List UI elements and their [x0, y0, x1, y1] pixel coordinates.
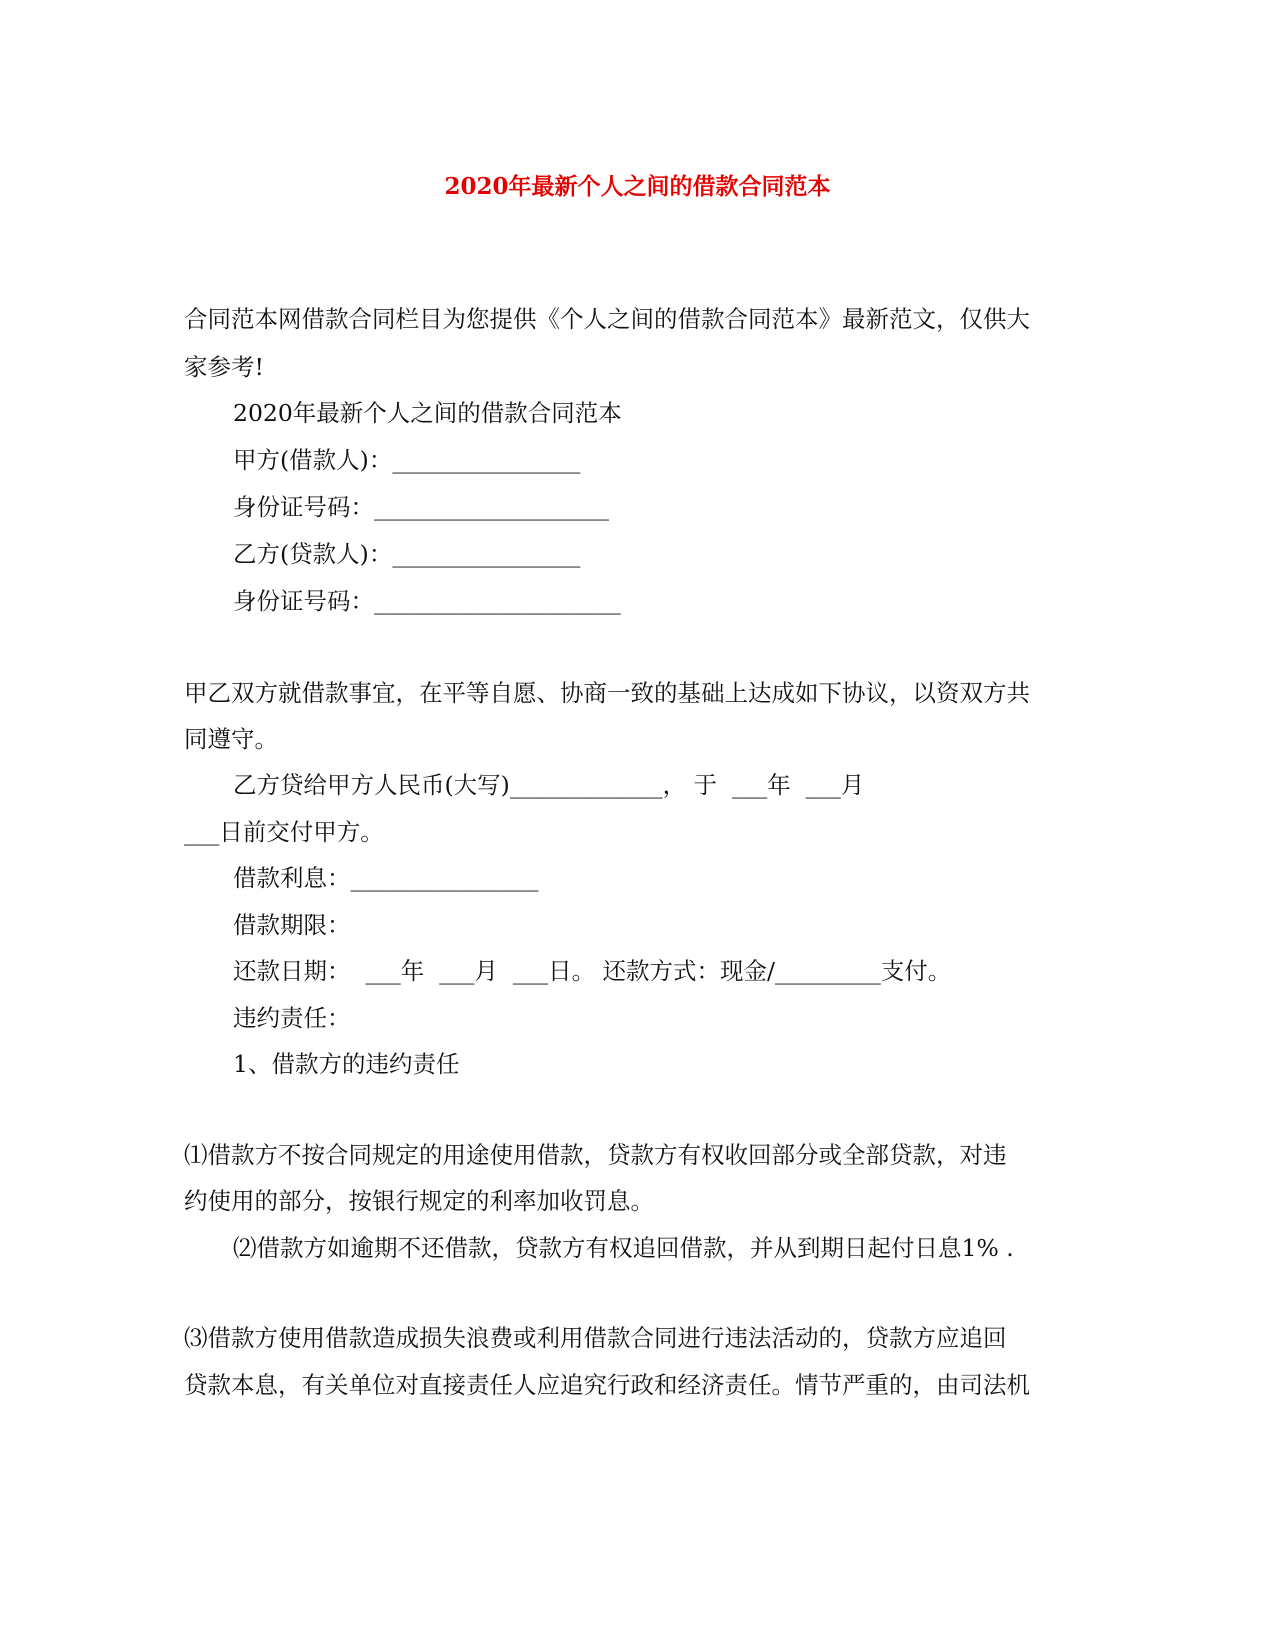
loan-amount-line: 乙方贷给甲方人民币(大写)_____________， 于 ___年 ___月 — [233, 771, 865, 799]
party-b-field: 乙方(贷款人)：________________ — [233, 540, 581, 568]
party-b-id-field: 身份证号码：_____________________ — [233, 587, 621, 615]
intro-line-2: 家参考! — [184, 353, 264, 381]
document-title: 2020年最新个人之间的借款合同范本 — [444, 173, 831, 200]
contract-heading: 2020年最新个人之间的借款合同范本 — [233, 399, 622, 427]
agreement-line-2: 同遵守。 — [184, 725, 278, 753]
clause-2-line: ⑵借款方如逾期不还借款，贷款方有权追回借款，并从到期日起付日息1% . — [233, 1234, 1014, 1262]
repayment-line: 还款日期： ___年 ___月 ___日。 还款方式：现金/_________支付。 — [233, 957, 952, 985]
clause-1-line-1: ⑴借款方不按合同规定的用途使用借款，贷款方有权收回部分或全部贷款，对违 — [184, 1141, 1007, 1169]
loan-delivery-line: ___日前交付甲方。 — [184, 818, 384, 846]
clause-3-line-1: ⑶借款方使用借款造成损失浪费或利用借款合同进行违法活动的，贷款方应追回 — [184, 1324, 1007, 1352]
loan-term-field: 借款期限： — [233, 911, 351, 939]
clause-1-line-2: 约使用的部分，按银行规定的利率加收罚息。 — [184, 1187, 654, 1215]
agreement-line-1: 甲乙双方就借款事宜，在平等自愿、协商一致的基础上达成如下协议，以资双方共 — [184, 679, 1030, 707]
borrower-liability-heading: 1、借款方的违约责任 — [233, 1050, 460, 1078]
loan-interest-field: 借款利息：________________ — [233, 864, 539, 892]
party-a-field: 甲方(借款人)：________________ — [233, 446, 581, 474]
liability-heading: 违约责任： — [233, 1004, 351, 1032]
clause-3-line-2: 贷款本息，有关单位对直接责任人应追究行政和经济责任。情节严重的，由司法机 — [184, 1371, 1030, 1399]
intro-line-1: 合同范本网借款合同栏目为您提供《个人之间的借款合同范本》最新范文，仅供大 — [184, 305, 1030, 333]
party-a-id-field: 身份证号码：____________________ — [233, 493, 609, 521]
